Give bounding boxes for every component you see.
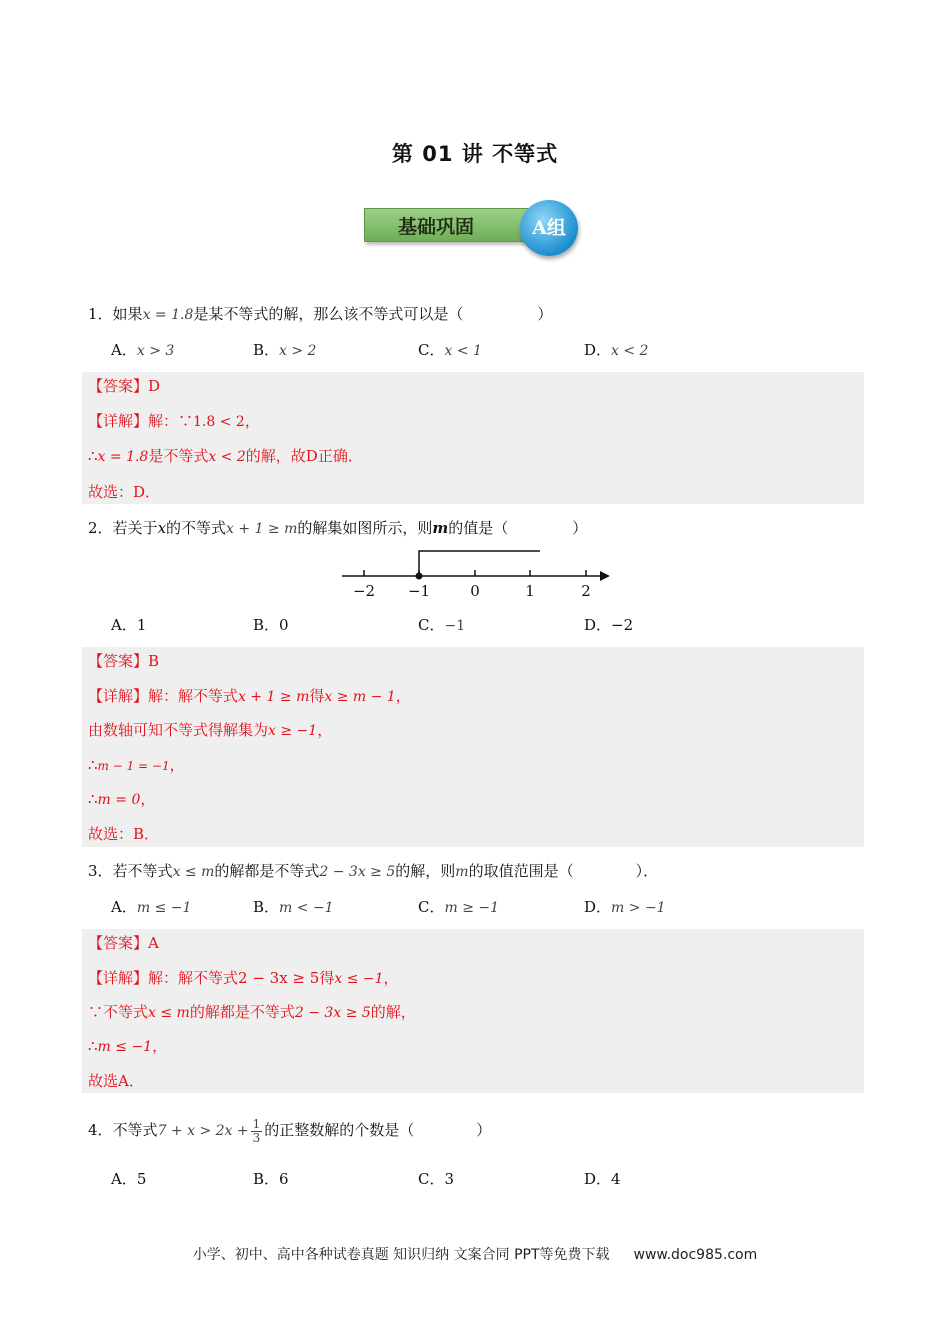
answer-box-2	[82, 647, 864, 847]
tick-label: −1	[407, 582, 431, 600]
question-number: 3．	[88, 862, 113, 880]
answer-detail: ∴m − 1 = −1，	[88, 756, 185, 774]
math-expression: m	[455, 864, 469, 880]
math-expression: m − 1 = −1	[97, 759, 170, 773]
answer-detail: ∴m ≤ −1，	[88, 1037, 168, 1055]
math-expression: m ≤ −1	[97, 1039, 153, 1055]
question-paren: ）	[537, 305, 553, 323]
math-expression: x ≤ m	[148, 1005, 190, 1021]
tick-label: 0	[470, 582, 480, 600]
answer-detail: 由数轴可知不等式得解集为x ≥ −1，	[88, 721, 333, 739]
question-paren: ）．	[635, 862, 659, 880]
option-d[interactable]: D．x < 2	[584, 341, 649, 359]
answer-box-1	[82, 372, 864, 504]
question-paren: ）	[476, 1121, 492, 1139]
question-4: 4．不等式7 + x > 2x + $\frac{1}{3}$ 的正整数解的个数是（ ）	[88, 1116, 492, 1145]
answer-label: 【答案】B	[88, 652, 160, 670]
math-expression: x + 1 ≥ m	[226, 521, 298, 537]
footer	[0, 1244, 950, 1264]
option-c[interactable]: C．3	[418, 1170, 455, 1188]
number-line-figure	[330, 540, 620, 604]
math-expression: 2 − 3x ≥ 5	[294, 1005, 371, 1021]
option-d[interactable]: D．m > −1	[584, 898, 666, 916]
answer-conclusion: 故选A．	[88, 1072, 144, 1090]
math-expression: x ≤ −1	[334, 971, 384, 987]
answer-detail: ∵不等式x ≤ m的解都是不等式2 − 3x ≥ 5的解，	[88, 1003, 416, 1021]
math-expression: x = 1.8	[97, 449, 149, 465]
answer-detail: 【详解】解：∵1.8 < 2，	[88, 412, 260, 430]
math-expression: x < 2	[208, 449, 246, 465]
option-b[interactable]: B．0	[253, 616, 289, 634]
math-expression: 7 + x > 2x +	[157, 1123, 249, 1139]
footer-text: 小学、初中、高中各种试卷真题 知识归纳 文案合同 PPT等免费下载	[192, 1247, 610, 1263]
option-a[interactable]: A．m ≤ −1	[111, 898, 192, 916]
math-expression: x = 1.8	[142, 307, 194, 323]
answer-detail: 【详解】解：解不等式2 − 3x ≥ 5得x ≤ −1，	[88, 969, 399, 987]
tick-label: 2	[581, 582, 591, 600]
answer-conclusion: 故选：D．	[88, 483, 161, 501]
answer-conclusion: 故选：B．	[88, 825, 160, 843]
option-c[interactable]: C．−1	[418, 616, 466, 634]
question-3: 3．若不等式x ≤ m的解都是不等式2 − 3x ≥ 5的解，则m的取值范围是（ ）．	[88, 862, 659, 880]
math-expression: 2 − 3x ≥ 5	[319, 864, 396, 880]
math-expression: x ≥ m − 1	[324, 689, 396, 705]
question-number: 4．	[88, 1121, 113, 1139]
question-paren: ）	[572, 519, 588, 537]
section-badge	[364, 200, 584, 260]
badge-label: 基础巩固	[398, 216, 475, 238]
option-b[interactable]: B．x > 2	[253, 341, 317, 359]
closed-endpoint	[416, 573, 423, 580]
question-text: 如果	[112, 305, 143, 323]
question-number: 1．	[88, 305, 113, 323]
option-d[interactable]: D．4	[584, 1170, 621, 1188]
answer-label: 【答案】D	[88, 377, 161, 395]
math-expression: x ≤ m	[172, 864, 215, 880]
answer-box-3	[82, 929, 864, 1093]
option-a[interactable]: A．x > 3	[111, 341, 175, 359]
page-title: 第 01 讲 不等式	[391, 142, 559, 166]
axis-arrow	[600, 571, 610, 581]
answer-detail: 【详解】解：解不等式x + 1 ≥ m得x ≥ m − 1，	[88, 687, 411, 705]
footer-site-link[interactable]: www.doc985.com	[633, 1247, 758, 1263]
question-number: 2．	[88, 519, 113, 537]
answer-label: 【答案】A	[88, 934, 159, 952]
option-c[interactable]: C．x < 1	[418, 341, 482, 359]
solution-set-bracket	[419, 551, 540, 576]
math-expression: m = 0	[97, 792, 141, 808]
option-d[interactable]: D．−2	[584, 616, 634, 634]
question-text: 是某不等式的解，那么该不等式可以是（	[193, 305, 464, 323]
math-expression: 1.8 < 2	[193, 414, 245, 430]
answer-detail: ∴m = 0，	[88, 790, 156, 808]
option-b[interactable]: B．m < −1	[253, 898, 334, 916]
tick-label: 1	[525, 582, 535, 600]
math-expression: x + 1 ≥ m	[238, 689, 310, 705]
option-a[interactable]: A．1	[111, 616, 147, 634]
math-expression: x ≥ −1	[268, 723, 318, 739]
question-1	[88, 303, 552, 326]
tick-label: −2	[352, 582, 376, 600]
question-2: 2．若关于x的不等式x + 1 ≥ m的解集如图所示，则m的值是（ ）	[88, 519, 588, 537]
option-a[interactable]: A．5	[111, 1170, 147, 1188]
option-c[interactable]: C．m ≥ −1	[418, 898, 500, 916]
answer-detail: ∴x = 1.8是不等式x < 2的解，故D正确．	[88, 447, 363, 465]
math-expression: 2 − 3x ≥ 5	[238, 969, 320, 987]
fraction: $\frac{1}{3}$	[252, 1116, 261, 1145]
badge-group-circle: A组	[520, 200, 578, 256]
option-b[interactable]: B．6	[253, 1170, 289, 1188]
